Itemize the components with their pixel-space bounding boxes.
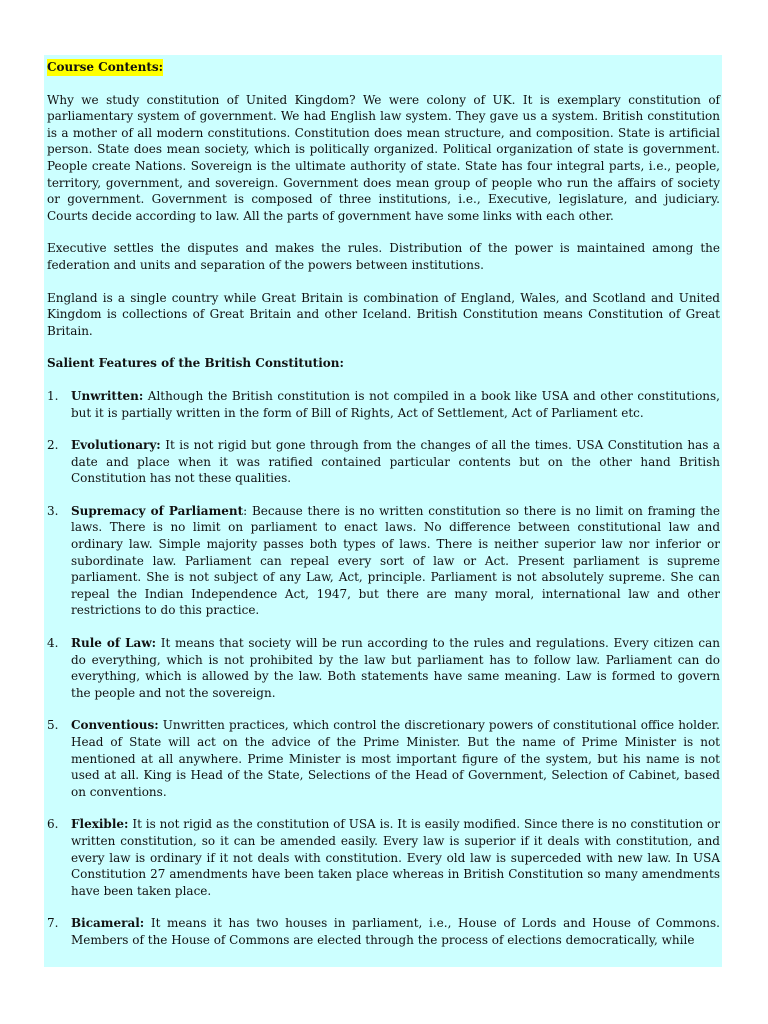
feature-text: Unwritten practices, which control the discretionary powers of constitutional office holder. Head of State will act on the advice of the Prime Minister. But the name of Prime Minister is not mentioned at all anywhere. Prime Minister is most important figure of the system, but his name is not used at all. King is Head of the State, Selections of the Head of Government, Selection of Cabinet, based on conventions. [71,718,720,799]
features-list [47,388,720,949]
feature-term: Unwritten: [71,388,144,403]
feature-number: 1. [47,388,59,403]
england-paragraph: England is a single country while Great Britain is combination of England, Wales, and Scotland and United Kingdom is collections of Great Britain and other Iceland. British Constitution means Constitution of Great Britain. [47,290,720,338]
feature-item-conventions [47,717,720,800]
feature-text: : Because there is no written constitution so there is no limit on framing the laws. There is no limit on parliament to enact laws. No difference between constitutional law and ordinary law. Simple majority passes both types of laws. There is neither superior law nor inferior or subordinate law. Parliament can repeal every sort of law or Act. Present parliament is supreme parliament. She is not subject of any Law, Act, principle. Parliament is not absolutely supreme. She can repeal the Indian Independence Act, 1947, but there are many moral, international law and other restrictions to do this practice. [71,503,720,618]
feature-term: Flexible: [71,817,129,832]
feature-text: It means that society will be run according to the rules and regulations. Every citizen can do everything, which is not prohibited by the law but parliament has to follow law. Parliament can do everything, which is allowed by the law. Both statements have same meaning. Law is formed to govern the people and not the sovereign. [71,636,720,700]
feature-term: Rule of Law: [71,636,157,651]
feature-number: 3. [47,503,59,518]
feature-number: 5. [47,718,59,733]
feature-item-rule-of-law [47,635,720,701]
feature-number: 4. [47,636,59,651]
feature-number: 2. [47,438,59,453]
feature-term: Supremacy of Parliament [71,503,244,518]
feature-number: 7. [47,916,59,931]
document-page [44,55,722,967]
salient-features-heading: Salient Features of the British Constitution: [47,356,344,371]
feature-item-bicameral [47,915,720,948]
feature-item-flexible [47,816,720,899]
intro-paragraph: Why we study constitution of United Kingdom? We were colony of UK. It is exemplary constitution of parliamentary system of government. We had English law system. They gave us a system. British constitution is a mother of all modern constitutions. Constitution does mean structure, and composition. State is artificial person. State does mean society, which is politically organized. Political organization of state is government. People create Nations. Sovereign is the ultimate authority of state. State has four integral parts, i.e., people, territory, government, and sovereign. Government does mean group of people who run the affairs of society or government. Government is composed of three institutions, i.e., Executive, legislature, and judiciary. Courts decide according to law. All the parts of government have some links with each other. [47,92,720,223]
document-body [44,55,722,949]
feature-item-unwritten [47,388,720,421]
feature-text: Although the British constitution is not compiled in a book like USA and other constitutions, but it is partially written in the form of Bill of Rights, Act of Settlement, Act of Parliament etc. [71,388,720,420]
feature-number: 6. [47,817,59,832]
course-contents-heading: Course Contents: [47,60,164,74]
feature-text: It means it has two houses in parliament, i.e., House of Lords and House of Commons. Members of the House of Commons are elected through the process of elections democratically, while [71,916,720,947]
feature-text: It is not rigid but gone through from the changes of all the times. USA Constitution has a date and place when it was ratified contained particular contents but on the other hand British Constitution has not these qualities. [71,438,720,486]
feature-term: Conventious: [71,718,159,733]
executive-paragraph: Executive settles the disputes and makes the rules. Distribution of the power is maintained among the federation and units and separation of the powers between institutions. [47,241,720,272]
feature-text: It is not rigid as the constitution of USA is. It is easily modified. Since there is no constitution or written constitution, so it can be amended easily. Every law is superior if it deals with constitution, and every law is ordinary if it not deals with constitution. Every old law is superceded with new law. In USA Constitution 27 amendments have been taken place whereas in British Constitution so many amendments have been taken place. [71,817,720,898]
feature-term: Evolutionary: [71,438,161,453]
feature-item-supremacy [47,503,720,619]
feature-item-evolutionary [47,437,720,487]
feature-term: Bicameral: [71,916,145,931]
